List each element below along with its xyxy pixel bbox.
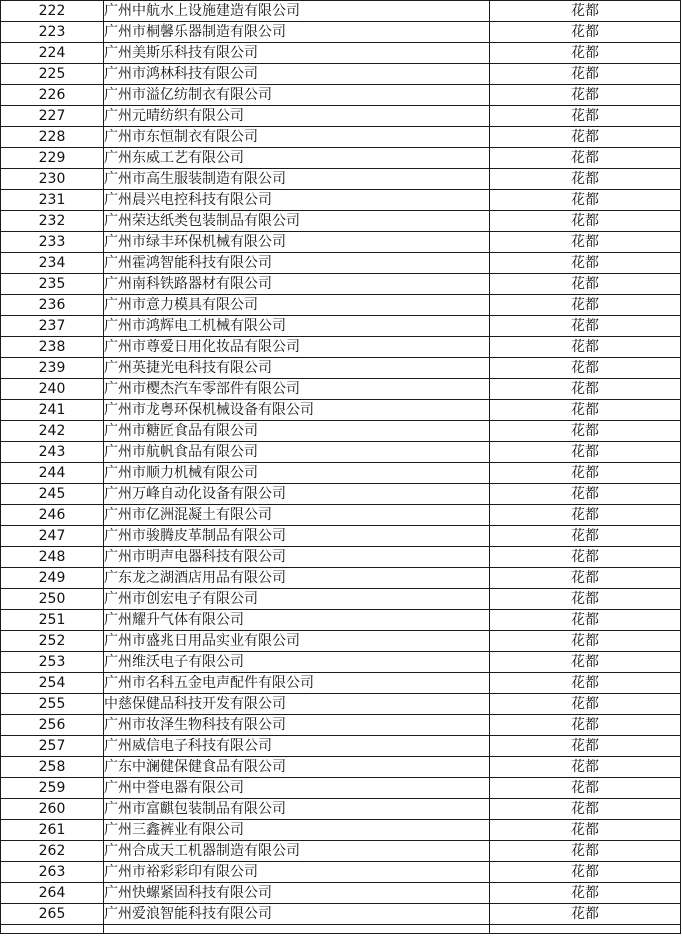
district-cell: 花都 xyxy=(490,442,681,463)
row-number-cell: 258 xyxy=(1,757,104,778)
company-name-cell: 广州美斯乐科技有限公司 xyxy=(104,43,490,64)
company-name-cell: 广州市亿洲混凝土有限公司 xyxy=(104,505,490,526)
table-row xyxy=(1,337,681,358)
table-row xyxy=(1,358,681,379)
company-name-cell: 广州市航帆食品有限公司 xyxy=(104,442,490,463)
district-cell: 花都 xyxy=(490,64,681,85)
district-cell: 花都 xyxy=(490,85,681,106)
district-cell: 花都 xyxy=(490,400,681,421)
company-name-cell: 广州市顺力机械有限公司 xyxy=(104,463,490,484)
row-number-cell: 260 xyxy=(1,799,104,820)
district-cell: 花都 xyxy=(490,358,681,379)
row-number-cell: 263 xyxy=(1,862,104,883)
row-number-cell: 265 xyxy=(1,904,104,925)
table-row xyxy=(1,883,681,904)
row-number-cell: 233 xyxy=(1,232,104,253)
row-number-cell: 252 xyxy=(1,631,104,652)
row-number-cell: 227 xyxy=(1,106,104,127)
table-row xyxy=(1,568,681,589)
partial-cell xyxy=(490,925,681,934)
row-number-cell: 254 xyxy=(1,673,104,694)
table-row xyxy=(1,169,681,190)
table-row xyxy=(1,379,681,400)
company-name-cell: 广东龙之湖酒店用品有限公司 xyxy=(104,568,490,589)
company-name-cell: 广州晨兴电控科技有限公司 xyxy=(104,190,490,211)
company-name-cell: 广州荣达纸类包装制品有限公司 xyxy=(104,211,490,232)
table-row xyxy=(1,736,681,757)
district-cell: 花都 xyxy=(490,274,681,295)
district-cell: 花都 xyxy=(490,862,681,883)
table-row xyxy=(1,148,681,169)
district-cell: 花都 xyxy=(490,589,681,610)
district-cell: 花都 xyxy=(490,673,681,694)
row-number-cell: 234 xyxy=(1,253,104,274)
table-row xyxy=(1,442,681,463)
row-number-cell: 261 xyxy=(1,820,104,841)
table-row xyxy=(1,610,681,631)
company-name-cell: 广州市盛兆日用品实业有限公司 xyxy=(104,631,490,652)
table-row xyxy=(1,253,681,274)
district-cell: 花都 xyxy=(490,505,681,526)
row-number-cell: 251 xyxy=(1,610,104,631)
row-number-cell: 248 xyxy=(1,547,104,568)
table-row xyxy=(1,652,681,673)
row-number-cell: 257 xyxy=(1,736,104,757)
row-number-cell: 247 xyxy=(1,526,104,547)
company-name-cell: 广州市裕彩彩印有限公司 xyxy=(104,862,490,883)
district-cell: 花都 xyxy=(490,547,681,568)
district-cell: 花都 xyxy=(490,127,681,148)
row-number-cell: 237 xyxy=(1,316,104,337)
table-row xyxy=(1,127,681,148)
company-name-cell: 广州市鸿林科技有限公司 xyxy=(104,64,490,85)
district-cell: 花都 xyxy=(490,841,681,862)
company-name-cell: 广州市妆泽生物科技有限公司 xyxy=(104,715,490,736)
table-row xyxy=(1,799,681,820)
table-row xyxy=(1,526,681,547)
company-name-cell: 广州万峰自动化设备有限公司 xyxy=(104,484,490,505)
row-number-cell: 259 xyxy=(1,778,104,799)
row-number-cell: 238 xyxy=(1,337,104,358)
district-cell: 花都 xyxy=(490,778,681,799)
company-name-cell: 广州市创宏电子有限公司 xyxy=(104,589,490,610)
table-row xyxy=(1,232,681,253)
district-cell: 花都 xyxy=(490,379,681,400)
table-row xyxy=(1,715,681,736)
district-cell: 花都 xyxy=(490,820,681,841)
district-cell: 花都 xyxy=(490,421,681,442)
table-row xyxy=(1,841,681,862)
district-cell: 花都 xyxy=(490,610,681,631)
table-row xyxy=(1,757,681,778)
table-row xyxy=(1,505,681,526)
company-name-cell: 广州市龙粤环保机械设备有限公司 xyxy=(104,400,490,421)
row-number-cell: 245 xyxy=(1,484,104,505)
table-row xyxy=(1,862,681,883)
district-cell: 花都 xyxy=(490,736,681,757)
district-cell: 花都 xyxy=(490,316,681,337)
company-name-cell: 广州市绿丰环保机械有限公司 xyxy=(104,232,490,253)
row-number-cell: 241 xyxy=(1,400,104,421)
company-name-cell: 广州元晴纺织有限公司 xyxy=(104,106,490,127)
company-name-cell: 广州市樱杰汽车零部件有限公司 xyxy=(104,379,490,400)
company-name-cell: 广州市溢亿纺制衣有限公司 xyxy=(104,85,490,106)
company-name-cell: 广州市东恒制衣有限公司 xyxy=(104,127,490,148)
district-cell: 花都 xyxy=(490,526,681,547)
table-row xyxy=(1,631,681,652)
company-name-cell: 广州爱浪智能科技有限公司 xyxy=(104,904,490,925)
table-row xyxy=(1,484,681,505)
table-row xyxy=(1,1,681,22)
row-number-cell: 228 xyxy=(1,127,104,148)
table-row xyxy=(1,316,681,337)
table-body xyxy=(1,1,681,934)
district-cell: 花都 xyxy=(490,568,681,589)
row-number-cell: 224 xyxy=(1,43,104,64)
company-name-cell: 广州市名科五金电声配件有限公司 xyxy=(104,673,490,694)
row-number-cell: 232 xyxy=(1,211,104,232)
table-row xyxy=(1,694,681,715)
company-name-cell: 广州市桐馨乐器制造有限公司 xyxy=(104,22,490,43)
district-cell: 花都 xyxy=(490,715,681,736)
district-cell: 花都 xyxy=(490,1,681,22)
company-name-cell: 广东中澜健保健食品有限公司 xyxy=(104,757,490,778)
district-cell: 花都 xyxy=(490,43,681,64)
row-number-cell: 250 xyxy=(1,589,104,610)
table-row xyxy=(1,421,681,442)
row-number-cell: 226 xyxy=(1,85,104,106)
district-cell: 花都 xyxy=(490,757,681,778)
table-row xyxy=(1,904,681,925)
table-row xyxy=(1,22,681,43)
company-name-cell: 广州霍鸿智能科技有限公司 xyxy=(104,253,490,274)
row-number-cell: 236 xyxy=(1,295,104,316)
row-number-cell: 242 xyxy=(1,421,104,442)
district-cell: 花都 xyxy=(490,190,681,211)
company-name-cell: 广州耀升气体有限公司 xyxy=(104,610,490,631)
table-row xyxy=(1,400,681,421)
district-cell: 花都 xyxy=(490,631,681,652)
district-cell: 花都 xyxy=(490,253,681,274)
row-number-cell: 223 xyxy=(1,22,104,43)
row-number-cell: 222 xyxy=(1,1,104,22)
table-row xyxy=(1,820,681,841)
company-name-cell: 广州威信电子科技有限公司 xyxy=(104,736,490,757)
company-name-cell: 广州南科铁路器材有限公司 xyxy=(104,274,490,295)
district-cell: 花都 xyxy=(490,463,681,484)
table-row-partial xyxy=(1,925,681,934)
row-number-cell: 244 xyxy=(1,463,104,484)
row-number-cell: 239 xyxy=(1,358,104,379)
company-name-cell: 广州市骏腾皮革制品有限公司 xyxy=(104,526,490,547)
row-number-cell: 249 xyxy=(1,568,104,589)
company-name-cell: 广州快螺紧固科技有限公司 xyxy=(104,883,490,904)
row-number-cell: 253 xyxy=(1,652,104,673)
partial-cell xyxy=(104,925,490,934)
company-name-cell: 广州市富麒包装制品有限公司 xyxy=(104,799,490,820)
company-name-cell: 广州市明声电器科技有限公司 xyxy=(104,547,490,568)
table-row xyxy=(1,64,681,85)
district-cell: 花都 xyxy=(490,148,681,169)
table-row xyxy=(1,463,681,484)
row-number-cell: 229 xyxy=(1,148,104,169)
partial-cell xyxy=(1,925,104,934)
company-name-cell: 广州中誉电器有限公司 xyxy=(104,778,490,799)
table-row xyxy=(1,106,681,127)
district-cell: 花都 xyxy=(490,22,681,43)
district-cell: 花都 xyxy=(490,904,681,925)
district-cell: 花都 xyxy=(490,169,681,190)
district-cell: 花都 xyxy=(490,799,681,820)
company-name-cell: 广州市高生服装制造有限公司 xyxy=(104,169,490,190)
row-number-cell: 225 xyxy=(1,64,104,85)
table-row xyxy=(1,547,681,568)
district-cell: 花都 xyxy=(490,883,681,904)
district-cell: 花都 xyxy=(490,211,681,232)
table-row xyxy=(1,589,681,610)
table-row xyxy=(1,274,681,295)
district-cell: 花都 xyxy=(490,295,681,316)
company-name-cell: 广州合成天工机器制造有限公司 xyxy=(104,841,490,862)
district-cell: 花都 xyxy=(490,106,681,127)
company-name-cell: 广州英捷光电科技有限公司 xyxy=(104,358,490,379)
row-number-cell: 264 xyxy=(1,883,104,904)
row-number-cell: 235 xyxy=(1,274,104,295)
table-row xyxy=(1,85,681,106)
table-row xyxy=(1,673,681,694)
company-name-cell: 广州中航水上设施建造有限公司 xyxy=(104,1,490,22)
row-number-cell: 256 xyxy=(1,715,104,736)
row-number-cell: 262 xyxy=(1,841,104,862)
table-row xyxy=(1,190,681,211)
row-number-cell: 230 xyxy=(1,169,104,190)
company-name-cell: 广州市尊爱日用化妆品有限公司 xyxy=(104,337,490,358)
row-number-cell: 246 xyxy=(1,505,104,526)
table-row xyxy=(1,778,681,799)
district-cell: 花都 xyxy=(490,337,681,358)
company-name-cell: 广州市糖匠食品有限公司 xyxy=(104,421,490,442)
row-number-cell: 231 xyxy=(1,190,104,211)
company-name-cell: 中慈保健品科技开发有限公司 xyxy=(104,694,490,715)
row-number-cell: 243 xyxy=(1,442,104,463)
table-row xyxy=(1,211,681,232)
row-number-cell: 255 xyxy=(1,694,104,715)
district-cell: 花都 xyxy=(490,232,681,253)
district-cell: 花都 xyxy=(490,484,681,505)
company-name-cell: 广州市意力模具有限公司 xyxy=(104,295,490,316)
company-name-cell: 广州市鸿辉电工机械有限公司 xyxy=(104,316,490,337)
table-row xyxy=(1,295,681,316)
district-cell: 花都 xyxy=(490,652,681,673)
district-cell: 花都 xyxy=(490,694,681,715)
company-name-cell: 广州三鑫裤业有限公司 xyxy=(104,820,490,841)
table-row xyxy=(1,43,681,64)
company-name-cell: 广州东威工艺有限公司 xyxy=(104,148,490,169)
company-name-cell: 广州维沃电子有限公司 xyxy=(104,652,490,673)
row-number-cell: 240 xyxy=(1,379,104,400)
